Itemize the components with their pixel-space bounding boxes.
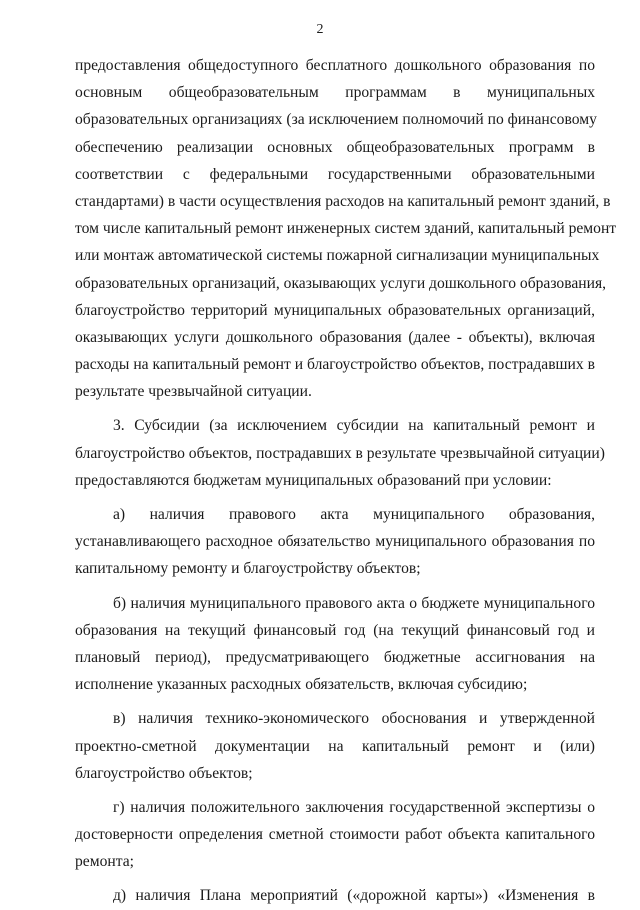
paragraph <box>75 794 595 876</box>
text-line: капитальному ремонту и благоустройству объектов; <box>75 560 421 578</box>
text-line: достоверности определения сметной стоимости работ объекта капитального <box>75 826 595 844</box>
text-line: образовательных организаций, оказывающих услуги дошкольного образования, <box>75 274 607 292</box>
text-line: ремонта; <box>75 853 134 871</box>
paragraph <box>75 590 595 699</box>
text-line: 3. Субсидии (за исключением субсидии на капитальный ремонт и <box>113 417 595 435</box>
text-line: в) наличия технико-экономического обоснования и утвержденной <box>113 710 595 728</box>
text-line: благоустройство объектов; <box>75 764 253 782</box>
paragraph <box>75 412 605 494</box>
text-line: д) наличия Плана мероприятий («дорожной карты») «Изменения в <box>113 887 595 905</box>
text-line: предоставляются бюджетам муниципальных образований при условии: <box>75 471 552 489</box>
text-line: образования на текущий финансовый год (на текущий финансовый год и <box>75 621 595 639</box>
paragraph <box>75 705 595 787</box>
text-line: соответствии с федеральными государственными образовательными <box>75 165 595 183</box>
text-line: благоустройство объектов, пострадавших в результате чрезвычайной ситуации) <box>75 444 605 462</box>
text-line: а) наличия правового акта муниципального образования, <box>113 506 595 523</box>
paragraph <box>75 52 617 405</box>
text-line: или монтаж автоматической системы пожарной сигнализации муниципальных <box>75 247 600 265</box>
text-line: исполнение указанных расходных обязательств, включая субсидию; <box>75 676 528 694</box>
text-line: проектно-сметной документации на капитальный ремонт и (или) <box>75 737 595 755</box>
paragraph <box>75 882 595 909</box>
text-line: г) наличия положительного заключения государственной экспертизы о <box>113 798 595 816</box>
text-line: образовательных организациях (за исключением полномочий по финансовому <box>75 111 597 129</box>
text-line: предоставления общедоступного бесплатного дошкольного образования по <box>75 57 595 74</box>
text-line: обеспечению реализации основных общеобразовательных программ в <box>75 138 595 156</box>
text-line: основным общеобразовательным программам в муниципальных <box>75 84 595 102</box>
text-line: устанавливающего расходное обязательство муниципального образования по <box>75 533 595 551</box>
text-line: результате чрезвычайной ситуации. <box>75 383 312 401</box>
text-line: стандартами) в части осуществления расходов на капитальный ремонт зданий, в <box>75 192 611 210</box>
text-line: расходы на капитальный ремонт и благоустройство объектов, пострадавших в <box>75 356 595 374</box>
paragraph <box>75 501 595 583</box>
text-line: плановый период), предусматривающего бюджетные ассигнования на <box>75 648 595 666</box>
text-line: том числе капитальный ремонт инженерных систем зданий, капитальный ремонт <box>75 220 617 238</box>
text-line: б) наличия муниципального правового акта о бюджете муниципального <box>113 594 595 612</box>
text-line: оказывающих услуги дошкольного образования (далее - объекты), включая <box>75 328 595 346</box>
text-line: благоустройство территорий муниципальных образовательных организаций, <box>75 301 595 319</box>
page-number: 2 <box>316 22 324 37</box>
document-body <box>75 52 617 910</box>
